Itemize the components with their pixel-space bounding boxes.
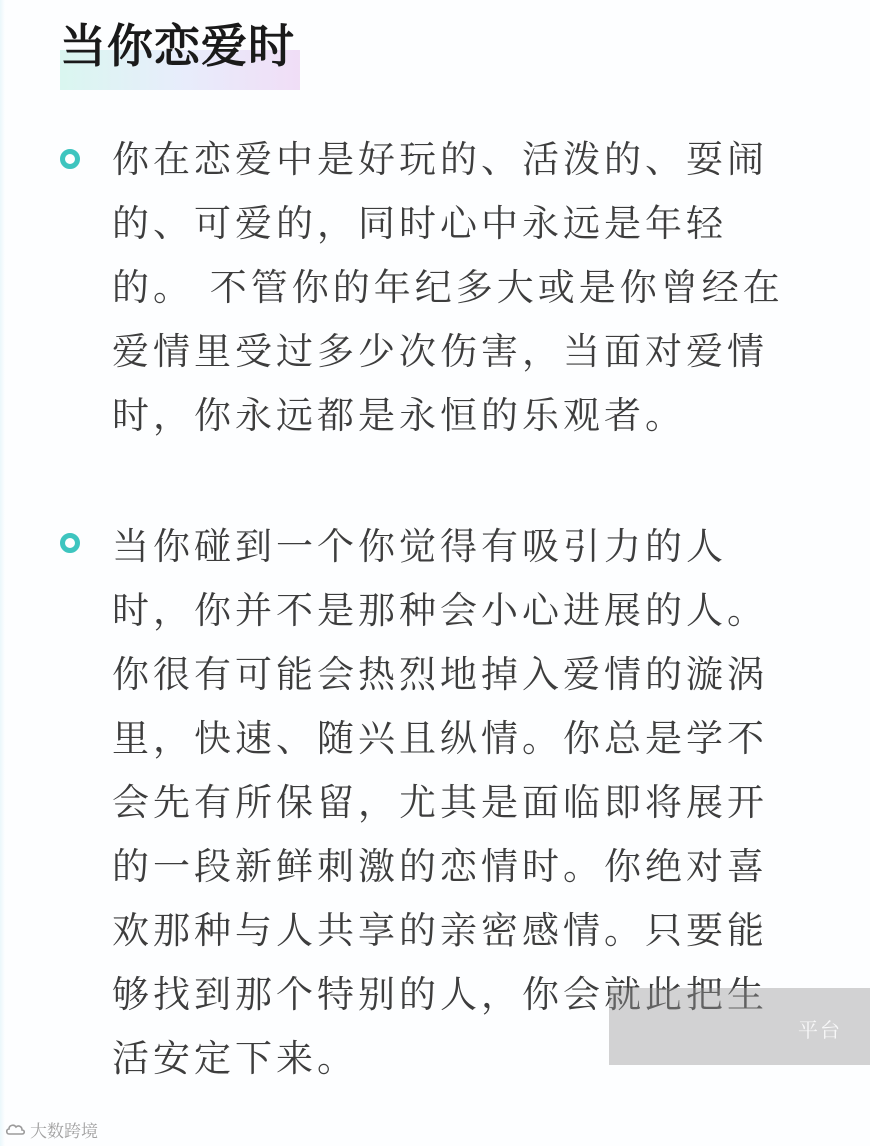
watermark-overlay xyxy=(609,988,870,1065)
corner-logo-text: 大数跨境 xyxy=(30,1122,98,1142)
corner-logo xyxy=(4,1117,98,1142)
paragraph-1: 你在恋爱中是好玩的、活泼的、耍闹的、可爱的，同时心中永远是年轻的。 不管你的年纪多大或是你曾经在爱情里受过多少次伤害，当面对爱情时，你永远都是永恒的乐观者。 xyxy=(112,138,784,437)
cloud-logo-icon xyxy=(4,1119,26,1141)
bullet-ring-icon xyxy=(60,533,80,553)
title-block xyxy=(60,16,295,76)
paragraph-2: 当你碰到一个你觉得有吸引力的人时，你并不是那种会小心进展的人。你很有可能会热烈地掉入爱情的漩涡里，快速、随兴且纵情。你总是学不会先有所保留，尤其是面临即将展开的一段新鲜刺激的恋情时。你绝对喜欢那种与人共享的亲密感情。只要能够找到那个特别的人，你会就此把生活安定下来。 xyxy=(112,525,768,1080)
left-edge-decoration xyxy=(0,0,5,1146)
page-title: 当你恋爱时 xyxy=(60,19,295,73)
bullet-ring-icon xyxy=(60,149,80,169)
watermark-text: 平台 xyxy=(798,1018,842,1042)
